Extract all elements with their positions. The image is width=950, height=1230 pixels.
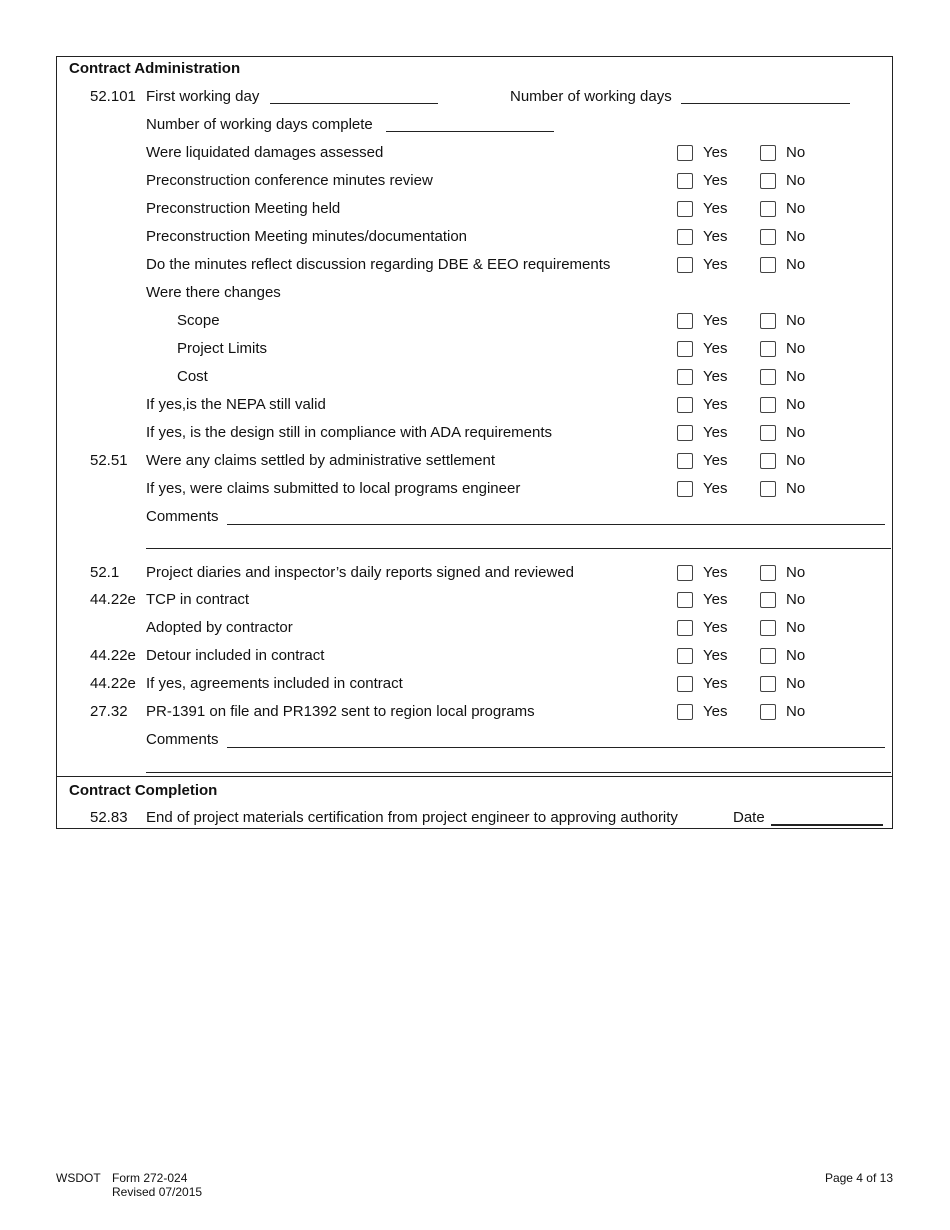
comments-input-line-1[interactable] (227, 524, 885, 525)
item-label: If yes, agreements included in contract (146, 675, 403, 692)
yes-checkbox[interactable]: Yes (677, 256, 727, 274)
list-item (57, 198, 892, 220)
item-number: 52.51 (90, 452, 128, 469)
no-checkbox[interactable]: No (760, 675, 805, 693)
comments-input-line-2[interactable] (146, 772, 891, 773)
list-item (57, 422, 892, 444)
section-title: Contract Administration (69, 60, 241, 77)
working-days-label: Number of working days (510, 88, 672, 105)
comments-input-line-1[interactable] (227, 747, 885, 748)
no-checkbox[interactable]: No (760, 368, 805, 386)
no-checkbox[interactable]: No (760, 396, 805, 414)
item-label: Were any claims settled by administrative settlement (146, 452, 496, 469)
no-checkbox[interactable]: No (760, 424, 805, 442)
yes-checkbox[interactable]: Yes (677, 144, 727, 162)
no-checkbox[interactable]: No (760, 591, 805, 609)
yes-checkbox[interactable]: Yes (677, 172, 727, 190)
working-days-complete-field[interactable] (386, 117, 554, 132)
item-label: Do the minutes reflect discussion regarding DBE & EEO requirements (146, 256, 611, 273)
row-working-days-complete (57, 114, 892, 136)
no-checkbox[interactable]: No (760, 256, 805, 274)
item-number: 27.32 (90, 703, 128, 720)
first-working-day-label: First working day (146, 88, 260, 105)
item-label: Preconstruction Meeting minutes/documentation (146, 228, 468, 245)
item-number: 44.22e (90, 591, 136, 608)
working-days-complete-label: Number of working days complete (146, 116, 373, 133)
no-checkbox[interactable]: No (760, 340, 805, 358)
no-checkbox[interactable]: No (760, 452, 805, 470)
yes-checkbox[interactable]: Yes (677, 619, 727, 637)
item-number: 52.1 (90, 564, 120, 581)
list-item (57, 701, 892, 723)
yes-checkbox[interactable]: Yes (677, 424, 727, 442)
item-label: Scope (177, 312, 220, 329)
item-number: 52.101 (90, 88, 136, 105)
list-item (57, 562, 892, 584)
yes-checkbox[interactable]: Yes (677, 228, 727, 246)
no-checkbox[interactable]: No (760, 564, 805, 582)
item-label: Preconstruction conference minutes review (146, 172, 433, 189)
item-label: Preconstruction Meeting held (146, 200, 341, 217)
no-checkbox[interactable]: No (760, 703, 805, 721)
list-item (57, 142, 892, 164)
item-label: If yes, were claims submitted to local programs engineer (146, 480, 521, 497)
date-field[interactable] (771, 810, 883, 826)
item-label: Adopted by contractor (146, 619, 293, 636)
item-label: If yes, is the design still in compliance with ADA requirements (146, 424, 553, 441)
list-item (57, 366, 892, 388)
comments-input-line-2[interactable] (146, 548, 891, 549)
item-label: Project Limits (177, 340, 268, 357)
form-frame (56, 56, 893, 829)
item-label: Detour included in contract (146, 647, 325, 664)
list-item (57, 394, 892, 416)
item-label: End of project materials certification from project engineer to approving authority (146, 809, 678, 826)
no-checkbox[interactable]: No (760, 312, 805, 330)
no-checkbox[interactable]: No (760, 144, 805, 162)
list-item (57, 617, 892, 639)
yes-checkbox[interactable]: Yes (677, 480, 727, 498)
no-checkbox[interactable]: No (760, 200, 805, 218)
footer-form-number: Form 272-024 (112, 1171, 188, 1185)
yes-checkbox[interactable]: Yes (677, 675, 727, 693)
yes-checkbox[interactable]: Yes (677, 452, 727, 470)
list-item (57, 645, 892, 667)
list-item (57, 478, 892, 500)
list-item (57, 254, 892, 276)
yes-checkbox[interactable]: Yes (677, 368, 727, 386)
yes-checkbox[interactable]: Yes (677, 200, 727, 218)
no-checkbox[interactable]: No (760, 480, 805, 498)
yes-checkbox[interactable]: Yes (677, 591, 727, 609)
section-title: Contract Completion (69, 782, 218, 799)
list-item (57, 310, 892, 332)
list-item (57, 282, 892, 304)
footer-agency: WSDOT (56, 1171, 101, 1185)
section-contract-completion (57, 780, 892, 802)
item-label: Were liquidated damages assessed (146, 144, 384, 161)
list-item (57, 338, 892, 360)
yes-checkbox[interactable]: Yes (677, 396, 727, 414)
working-days-field[interactable] (681, 89, 850, 104)
item-number: 44.22e (90, 675, 136, 692)
yes-checkbox[interactable]: Yes (677, 340, 727, 358)
item-number: 44.22e (90, 647, 136, 664)
list-item (57, 226, 892, 248)
no-checkbox[interactable]: No (760, 228, 805, 246)
item-label: TCP in contract (146, 591, 250, 608)
list-item (57, 589, 892, 611)
yes-checkbox[interactable]: Yes (677, 564, 727, 582)
first-working-day-field[interactable] (270, 89, 438, 104)
section-divider (57, 776, 892, 777)
footer-page-number: Page 4 of 13 (824, 1171, 893, 1185)
list-item (57, 170, 892, 192)
section-contract-administration (57, 58, 892, 80)
date-label: Date (733, 809, 765, 826)
comments-label: Comments (146, 731, 219, 748)
no-checkbox[interactable]: No (760, 647, 805, 665)
item-label: PR-1391 on file and PR1392 sent to region local programs (146, 703, 535, 720)
no-checkbox[interactable]: No (760, 172, 805, 190)
comments-label: Comments (146, 508, 219, 525)
row-materials-certification (57, 807, 892, 829)
item-label: Were there changes (146, 284, 281, 301)
no-checkbox[interactable]: No (760, 619, 805, 637)
yes-checkbox[interactable]: Yes (677, 703, 727, 721)
item-number: 52.83 (90, 809, 128, 826)
item-label: Cost (177, 368, 208, 385)
item-label: If yes,is the NEPA still valid (146, 396, 326, 413)
yes-checkbox[interactable]: Yes (677, 312, 727, 330)
list-item (57, 450, 892, 472)
row-first-working-day (57, 86, 892, 108)
yes-checkbox[interactable]: Yes (677, 647, 727, 665)
list-item (57, 673, 892, 695)
footer-revised: Revised 07/2015 (112, 1185, 203, 1199)
item-label: Project diaries and inspector’s daily reports signed and reviewed (146, 564, 575, 581)
